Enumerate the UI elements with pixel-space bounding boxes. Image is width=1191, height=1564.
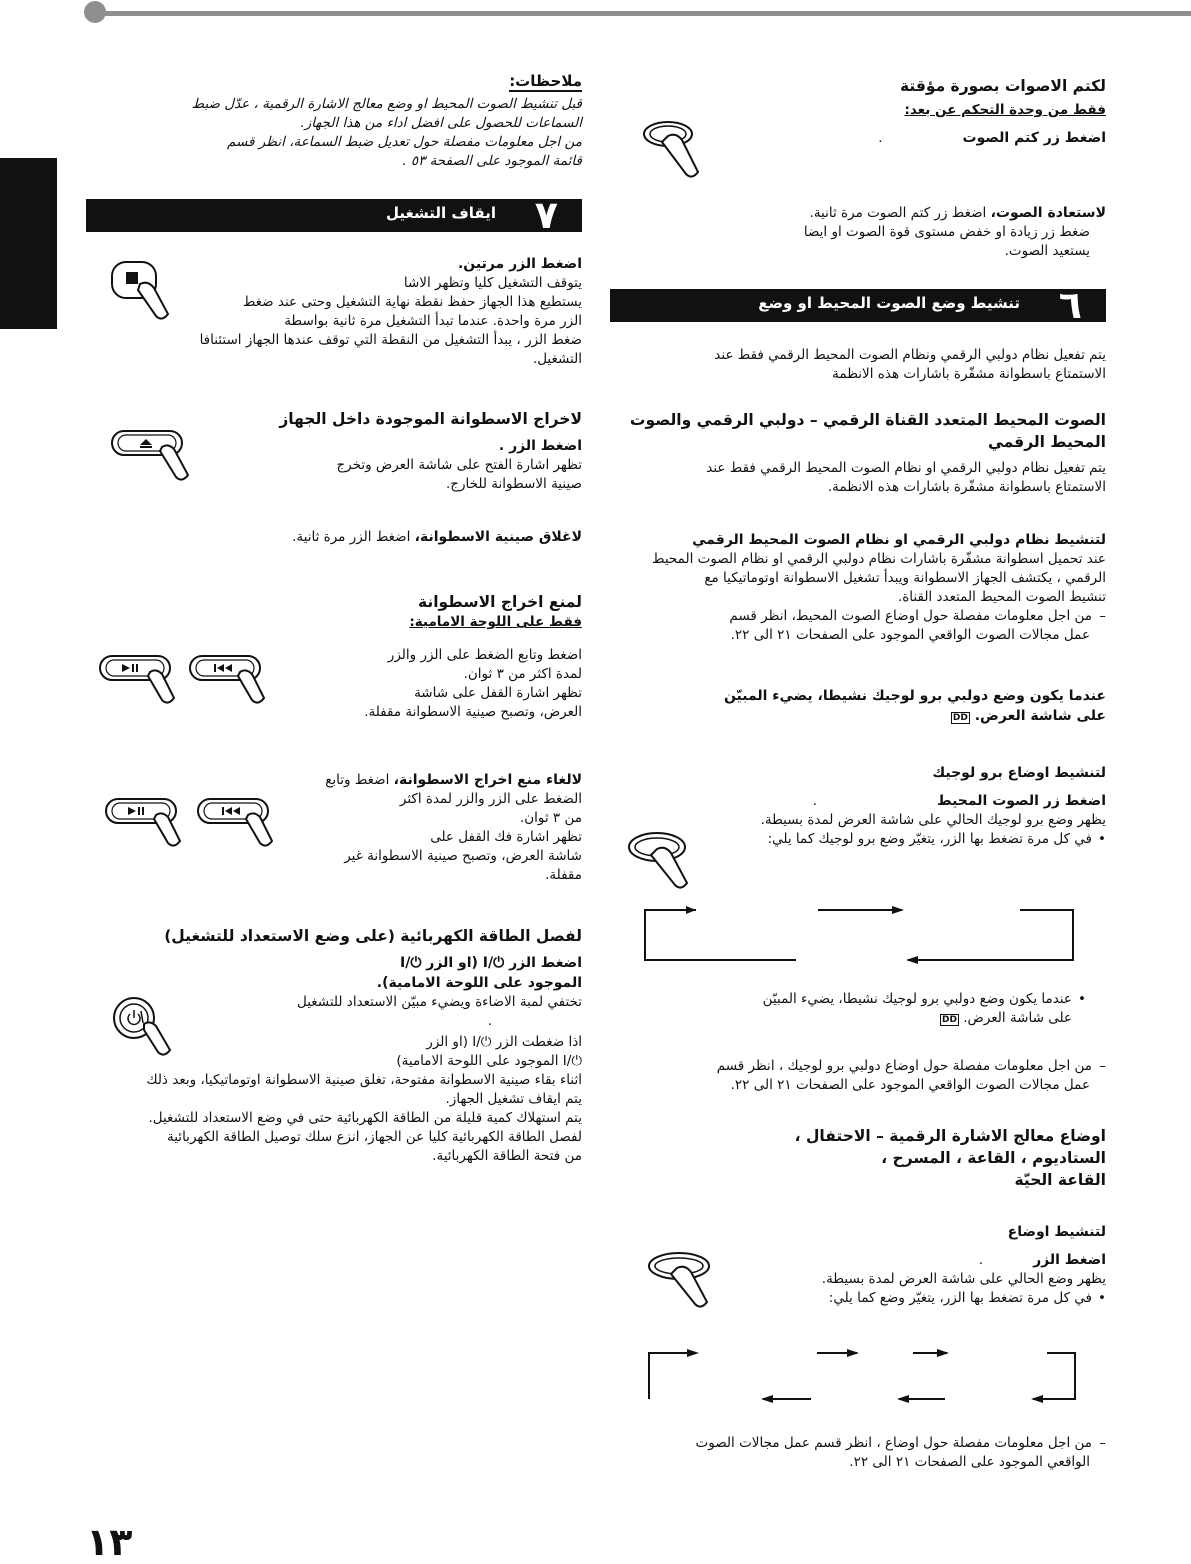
dsp-button-press-icon bbox=[645, 1250, 717, 1312]
dsp-title-3: القاعة الحيّة bbox=[1014, 1171, 1106, 1189]
section7-title: ايقاف التشغيل bbox=[386, 204, 496, 222]
digital-title-2: المحيط الرقمي bbox=[987, 433, 1106, 451]
prevent-title: لمنع اخراج الاسطوانة bbox=[418, 593, 582, 611]
power-title: لفصل الطاقة الكهربائية (على وضع الاستعداد للتشغيل) bbox=[164, 927, 582, 945]
stop-button-press-icon bbox=[108, 258, 172, 322]
prologic-on-1: عندما يكون وضع دولبي برو لوجيك نشيطا، يضيء المبيّن bbox=[723, 688, 1106, 704]
power-standby-button-press-icon bbox=[108, 994, 180, 1058]
mute-press: اضغط زر كتم الصوت bbox=[962, 130, 1106, 146]
dsp-title-1: اوضاع معالج الاشارة الرقمية – الاحتفال ، bbox=[794, 1127, 1106, 1145]
skip-back-button-press-icon-2 bbox=[196, 795, 282, 851]
dsp-title-2: الستاديوم ، القاعة ، المسرح ، bbox=[881, 1149, 1106, 1167]
restore-text: اضغط زر كتم الصوت مرة ثانية. bbox=[809, 205, 987, 221]
restore-bold: لاستعادة الصوت، bbox=[990, 205, 1106, 221]
skip-back-button-press-icon bbox=[188, 652, 274, 708]
play-pause-button-press-icon-2 bbox=[104, 795, 190, 851]
dd-indicator-icon-2: DD bbox=[941, 1015, 957, 1025]
restore-line2: ضغط زر زيادة او خفض مستوى قوة الصوت او ايضا bbox=[803, 224, 1090, 240]
intro-line1: يتم تفعيل نظام دولبي الرقمي ونظام الصوت المحيط الرقمي فقط عند bbox=[714, 347, 1106, 363]
digital-title-1: الصوت المحيط المتعدد القناة الرقمي – دولبي الرقمي والصوت bbox=[629, 411, 1106, 429]
section6-title: تنشيط وضع الصوت المحيط او وضع bbox=[758, 294, 1020, 312]
close-bold: لاغلاق صينية الاسطوانة، bbox=[414, 529, 582, 545]
restore-line3: يستعيد الصوت. bbox=[1004, 243, 1090, 259]
intro-line2: الاستمتاع باسطوانة مشفّرة باشارات هذه الانظمة bbox=[832, 366, 1106, 382]
digital-line2: الاستمتاع باسطوانة مشفّرة باشارات هذه الانظمة. bbox=[827, 479, 1106, 495]
mute-remote-only: فقط من وحدة التحكم عن بعد: bbox=[904, 102, 1106, 118]
language-side-tab bbox=[0, 158, 57, 329]
activate-title: لتنشيط نظام دولبي الرقمي او نظام الصوت المحيط الرقمي bbox=[692, 532, 1106, 548]
section7-band bbox=[86, 193, 582, 237]
page-number: ١٣ bbox=[86, 1520, 133, 1564]
cancel-bold: لالغاء منع اخراج الاسطوانة، bbox=[393, 772, 582, 788]
digital-line1: يتم تفعيل نظام دولبي الرقمي او نظام الصوت المحيط الرقمي فقط عند bbox=[706, 460, 1106, 476]
prologic-title: لتنشيط اوضاع برو لوجيك bbox=[932, 765, 1106, 781]
prologic-mode-cycle-diagram bbox=[640, 900, 1080, 976]
eject-button-press-icon bbox=[110, 427, 194, 485]
surround-button-press-icon bbox=[625, 825, 697, 891]
play-pause-button-press-icon bbox=[98, 652, 184, 708]
notes-title: ملاحظات: bbox=[509, 72, 582, 90]
mute-title: لكتم الاصوات بصورة مؤقتة bbox=[899, 77, 1106, 95]
eject-title: لاخراج الاسطوانة الموجودة داخل الجهاز bbox=[279, 410, 582, 428]
dsp-activate: لتنشيط اوضاع bbox=[1007, 1224, 1106, 1240]
section6-number: ٦ bbox=[1058, 283, 1082, 327]
section6-band bbox=[610, 283, 1106, 327]
dd-indicator-icon: DD bbox=[952, 713, 968, 723]
header-rule bbox=[86, 11, 1191, 16]
dsp-mode-cycle-diagram bbox=[645, 1345, 1085, 1411]
mute-button-press-icon bbox=[640, 118, 706, 182]
stop-press: اضغط الزر مرتين. bbox=[457, 256, 582, 272]
section7-number: ٧ bbox=[534, 193, 558, 237]
